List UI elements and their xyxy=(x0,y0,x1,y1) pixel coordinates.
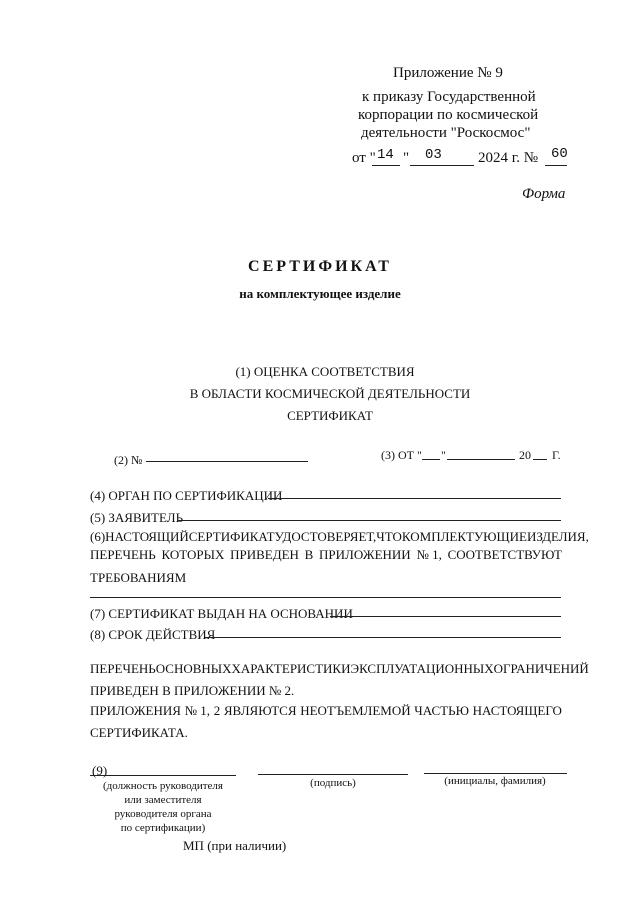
order-day: 14 xyxy=(377,147,394,163)
item6-word: ПРИЛОЖЕНИИ xyxy=(319,547,411,562)
note-word: И xyxy=(341,661,351,676)
item6-word: ЧТО xyxy=(376,529,402,544)
day-close-quote: " xyxy=(403,150,410,166)
date-mid-quote: " xyxy=(441,448,446,462)
date-month-field[interactable] xyxy=(447,459,515,460)
validity-label: (8) СРОК ДЕЙСТВИЯ xyxy=(90,627,216,642)
note-word: 2 xyxy=(213,703,221,718)
list-note-line-2: ПРИВЕДЕН В ПРИЛОЖЕНИИ № 2. xyxy=(90,683,295,698)
note-word: ЭКСПЛУАТАЦИОННЫХ xyxy=(350,661,494,676)
stamp-label: МП (при наличии) xyxy=(183,838,287,853)
appendices-note-line-1 xyxy=(90,703,562,719)
note-word: ХАРАКТЕРИСТИК xyxy=(231,661,342,676)
number-label: (2) № xyxy=(114,453,143,467)
note-word: НАСТОЯЩЕГО xyxy=(472,703,562,718)
list-note-line-1 xyxy=(90,661,589,677)
item6-word: КОТОРЫХ xyxy=(161,547,225,562)
heading-line-3: СЕРТИФИКАТ xyxy=(287,408,373,423)
number-underline xyxy=(545,165,567,166)
order-line-3: деятельности "Роскосмос" xyxy=(361,125,531,141)
validity-field[interactable] xyxy=(205,637,561,638)
item6-line-2 xyxy=(90,547,562,563)
signature-field[interactable] xyxy=(258,774,408,775)
note-word: № 1, xyxy=(184,703,211,718)
certificate-subtitle: на комплектующее изделие xyxy=(239,286,401,301)
number-field[interactable] xyxy=(146,461,308,462)
item6-word: ПЕРЕЧЕНЬ xyxy=(90,547,156,562)
order-year-text: 2024 г. № xyxy=(478,150,539,166)
applicant-field[interactable] xyxy=(178,520,561,521)
note-word: ОСНОВНЫХ xyxy=(155,661,232,676)
item6-word: УДОСТОВЕРЯЕТ, xyxy=(274,529,377,544)
basis-field[interactable] xyxy=(330,616,561,617)
order-number: 60 xyxy=(551,146,568,162)
item6-word: ИЗДЕЛИЯ, xyxy=(526,529,589,544)
position-field[interactable] xyxy=(90,775,236,776)
requirements-field[interactable] xyxy=(90,597,561,598)
appendices-note-line-2: СЕРТИФИКАТА. xyxy=(90,725,188,740)
order-month: 03 xyxy=(425,147,442,163)
position-caption-3: руководителя органа xyxy=(114,808,212,820)
month-underline xyxy=(410,165,474,166)
item6-word: ПРИВЕДЕН xyxy=(230,547,299,562)
note-word: ЧАСТЬЮ xyxy=(414,703,469,718)
order-line-1: к приказу Государственной xyxy=(362,89,536,105)
item6-word: КОМПЛЕКТУЮЩИЕ xyxy=(401,529,527,544)
position-caption-2: или заместителя xyxy=(124,794,202,806)
note-word: ЯВЛЯЮТСЯ xyxy=(223,703,297,718)
heading-line-2: В ОБЛАСТИ КОСМИЧЕСКОЙ ДЕЯТЕЛЬНОСТИ xyxy=(189,386,471,401)
date-label: (3) ОТ " xyxy=(381,448,422,462)
date-prefix: от " xyxy=(352,150,376,166)
basis-label: (7) СЕРТИФИКАТ ВЫДАН НА ОСНОВАНИИ xyxy=(90,606,353,621)
item6-line-1 xyxy=(90,529,589,545)
organ-label: (4) ОРГАН ПО СЕРТИФИКАЦИИ xyxy=(90,488,283,503)
item6-word: № 1, xyxy=(416,547,442,562)
item6-line-3: ТРЕБОВАНИЯМ xyxy=(90,570,187,585)
signature-caption: (подпись) xyxy=(310,777,356,789)
position-caption-4: по сертификации) xyxy=(120,822,206,834)
heading-line-1: (1) ОЦЕНКА СООТВЕТСТВИЯ xyxy=(235,364,415,379)
note-word: ПРИЛОЖЕНИЯ xyxy=(90,703,181,718)
note-word: ОГРАНИЧЕНИЙ xyxy=(493,661,589,676)
name-caption: (инициалы, фамилия) xyxy=(444,775,546,787)
note-word: НЕОТЪЕМЛЕМОЙ xyxy=(300,703,411,718)
appendix-number: Приложение № 9 xyxy=(393,65,503,81)
signature-number: (9) xyxy=(92,763,108,778)
date-year-field[interactable] xyxy=(533,459,547,460)
certificate-title: СЕРТИФИКАТ xyxy=(248,258,392,275)
date-day-field[interactable] xyxy=(422,459,440,460)
form-label: Форма xyxy=(522,186,566,202)
year-suffix: Г. xyxy=(552,448,561,462)
item6-word: (6) xyxy=(90,529,106,544)
applicant-label: (5) ЗАЯВИТЕЛЬ xyxy=(90,510,184,525)
item6-word: СЕРТИФИКАТ xyxy=(188,529,275,544)
year-prefix: 20 xyxy=(519,448,531,462)
item6-word: В xyxy=(304,547,314,562)
organ-field[interactable] xyxy=(268,498,561,499)
day-underline xyxy=(372,165,400,166)
name-field[interactable] xyxy=(424,773,567,774)
item6-word: НАСТОЯЩИЙ xyxy=(105,529,189,544)
position-caption-1: (должность руководителя xyxy=(103,780,223,792)
note-word: ПЕРЕЧЕНЬ xyxy=(90,661,156,676)
item6-word: СООТВЕТСТВУЮТ xyxy=(447,547,562,562)
order-line-2: корпорации по космической xyxy=(358,107,539,123)
